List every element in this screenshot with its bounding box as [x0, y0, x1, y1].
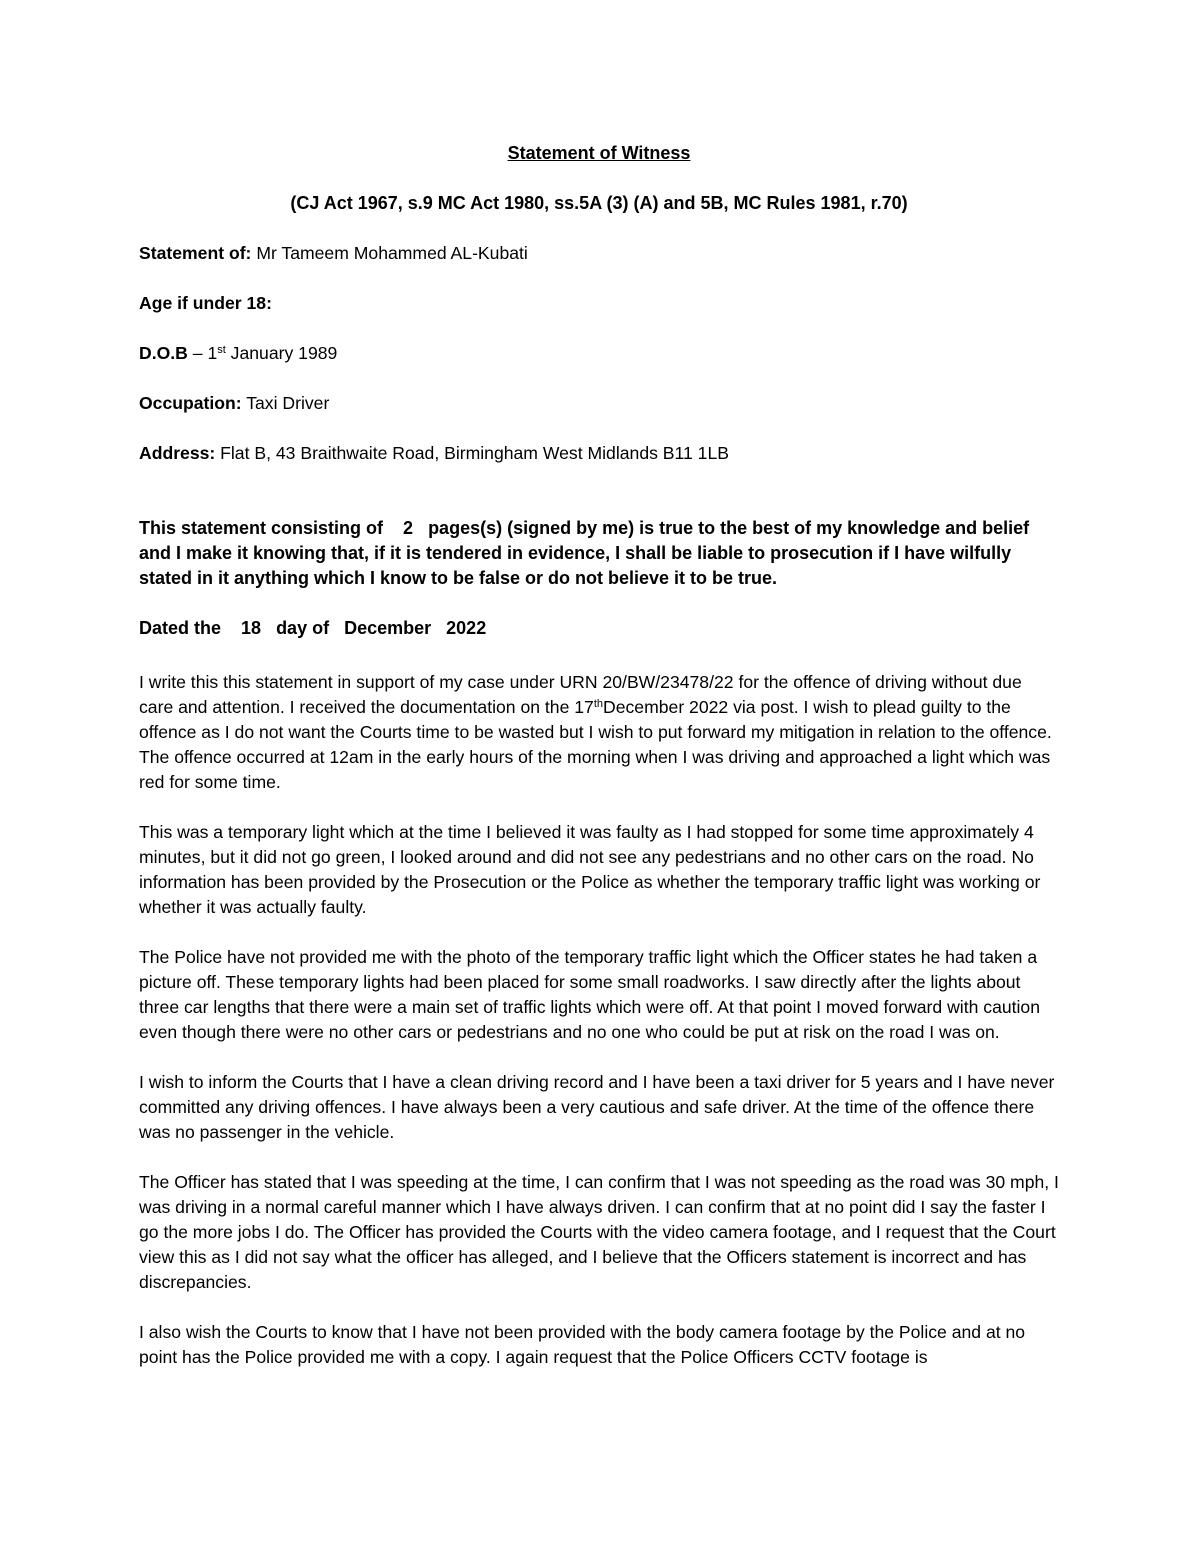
- statement-paragraph-2: This was a temporary light which at the time I believed it was faulty as I had stopped for some time approximately 4 minutes, but it did not go green, I looked around and did not see any pedestrians and no other cars on the road. No information has been provided by the Prosecution or the Police as whether the temporary traffic light was working or whether it was actually faulty.: [139, 822, 1041, 917]
- statement-of-field: [139, 241, 1059, 266]
- statement-paragraph-5: The Officer has stated that I was speeding at the time, I can confirm that I was not speeding as the road was 30 mph, I was driving in a normal careful manner which I have always driven. I can confirm that at no point did I say the faster I go the more jobs I do. The Officer has provided the Courts with the video camera footage, and I request that the Court view this as I did not say what the officer has alleged, and I believe that the Officers statement is incorrect and has discrepancies.: [139, 1172, 1059, 1292]
- age-label: Age if under 18:: [139, 293, 272, 313]
- dob-day: 1: [207, 343, 218, 363]
- address-field: [139, 441, 1059, 466]
- statement-paragraph-3: The Police have not provided me with the photo of the temporary traffic light which the Officer states he had taken a picture off. These temporary lights had been placed for some small roadworks. I saw directly after the lights about three car lengths that there were a main set of traffic lights which were off. At that point I moved forward with caution even though there were no other cars or pedestrians and no one who could be put at risk on the road I was on.: [139, 947, 1041, 1042]
- dated-day-of: day of: [276, 618, 330, 638]
- declaration-before: This statement consisting of: [139, 518, 384, 538]
- statement-paragraph-4: I wish to inform the Courts that I have a clean driving record and I have been a taxi driver for 5 years and I have never committed any driving offences. I have always been a very cautious and safe driver. At the time of the offence there was no passenger in the vehicle.: [139, 1072, 1055, 1142]
- dob-rest: January 1989: [225, 343, 338, 363]
- dob-separator: –: [187, 343, 208, 363]
- dob-label: D.O.B: [139, 343, 188, 363]
- address-label: Address:: [139, 443, 216, 463]
- statement-paragraph-1: [139, 670, 1059, 795]
- dated-day: 18: [241, 618, 262, 638]
- dated-month: December: [344, 618, 432, 638]
- dated-line: [139, 616, 1059, 641]
- paragraph-1-part-a: I write this this statement in support of my case under URN 20/BW/23478/22 for the offence of driving without due care and attention. I received the documentation on the 17: [139, 672, 1022, 717]
- address-value: Flat B, 43 Braithwaite Road, Birmingham West Midlands B11 1LB: [220, 443, 729, 463]
- age-field: [139, 291, 1059, 316]
- statement-of-value: Mr Tameem Mohammed AL-Kubati: [256, 243, 528, 263]
- document-title: Statement of Witness: [507, 143, 691, 163]
- declaration-text: [139, 516, 1059, 591]
- dated-prefix: Dated the: [139, 618, 222, 638]
- declaration-pages: 2: [403, 518, 414, 538]
- occupation-value: Taxi Driver: [246, 393, 330, 413]
- dob-day-suffix: st: [217, 344, 226, 356]
- occupation-label: Occupation:: [139, 393, 242, 413]
- declaration-after: pages(s) (signed by me) is true to the best of my knowledge and belief and I make it knowing that, if it is tendered in evidence, I shall be liable to prosecution if I have wilfully stated in it anything which I know to be false or do not believe it to be true.: [139, 518, 1030, 588]
- statement-paragraph-6: I also wish the Courts to know that I have not been provided with the body camera footage by the Police and at no point has the Police provided me with a copy. I again request that the Police Officers CCTV footage is: [139, 1322, 1026, 1367]
- document-subtitle: (CJ Act 1967, s.9 MC Act 1980, ss.5A (3) (A) and 5B, MC Rules 1981, r.70): [290, 193, 908, 213]
- statement-of-label: Statement of:: [139, 243, 252, 263]
- paragraph-1-part-b: December 2022 via post. I wish to plead guilty to the offence as I do not want the Courts time to be wasted but I wish to put forward my mitigation in relation to the offence. The offence occurred at 12am in the early hours of the morning when I was driving and approached a light which was red for some time.: [139, 697, 1052, 792]
- dated-year: 2022: [446, 618, 487, 638]
- occupation-field: [139, 391, 1059, 416]
- document-body: [139, 141, 1059, 1370]
- dob-field: [139, 341, 1059, 366]
- paragraph-1-superscript: th: [593, 698, 604, 710]
